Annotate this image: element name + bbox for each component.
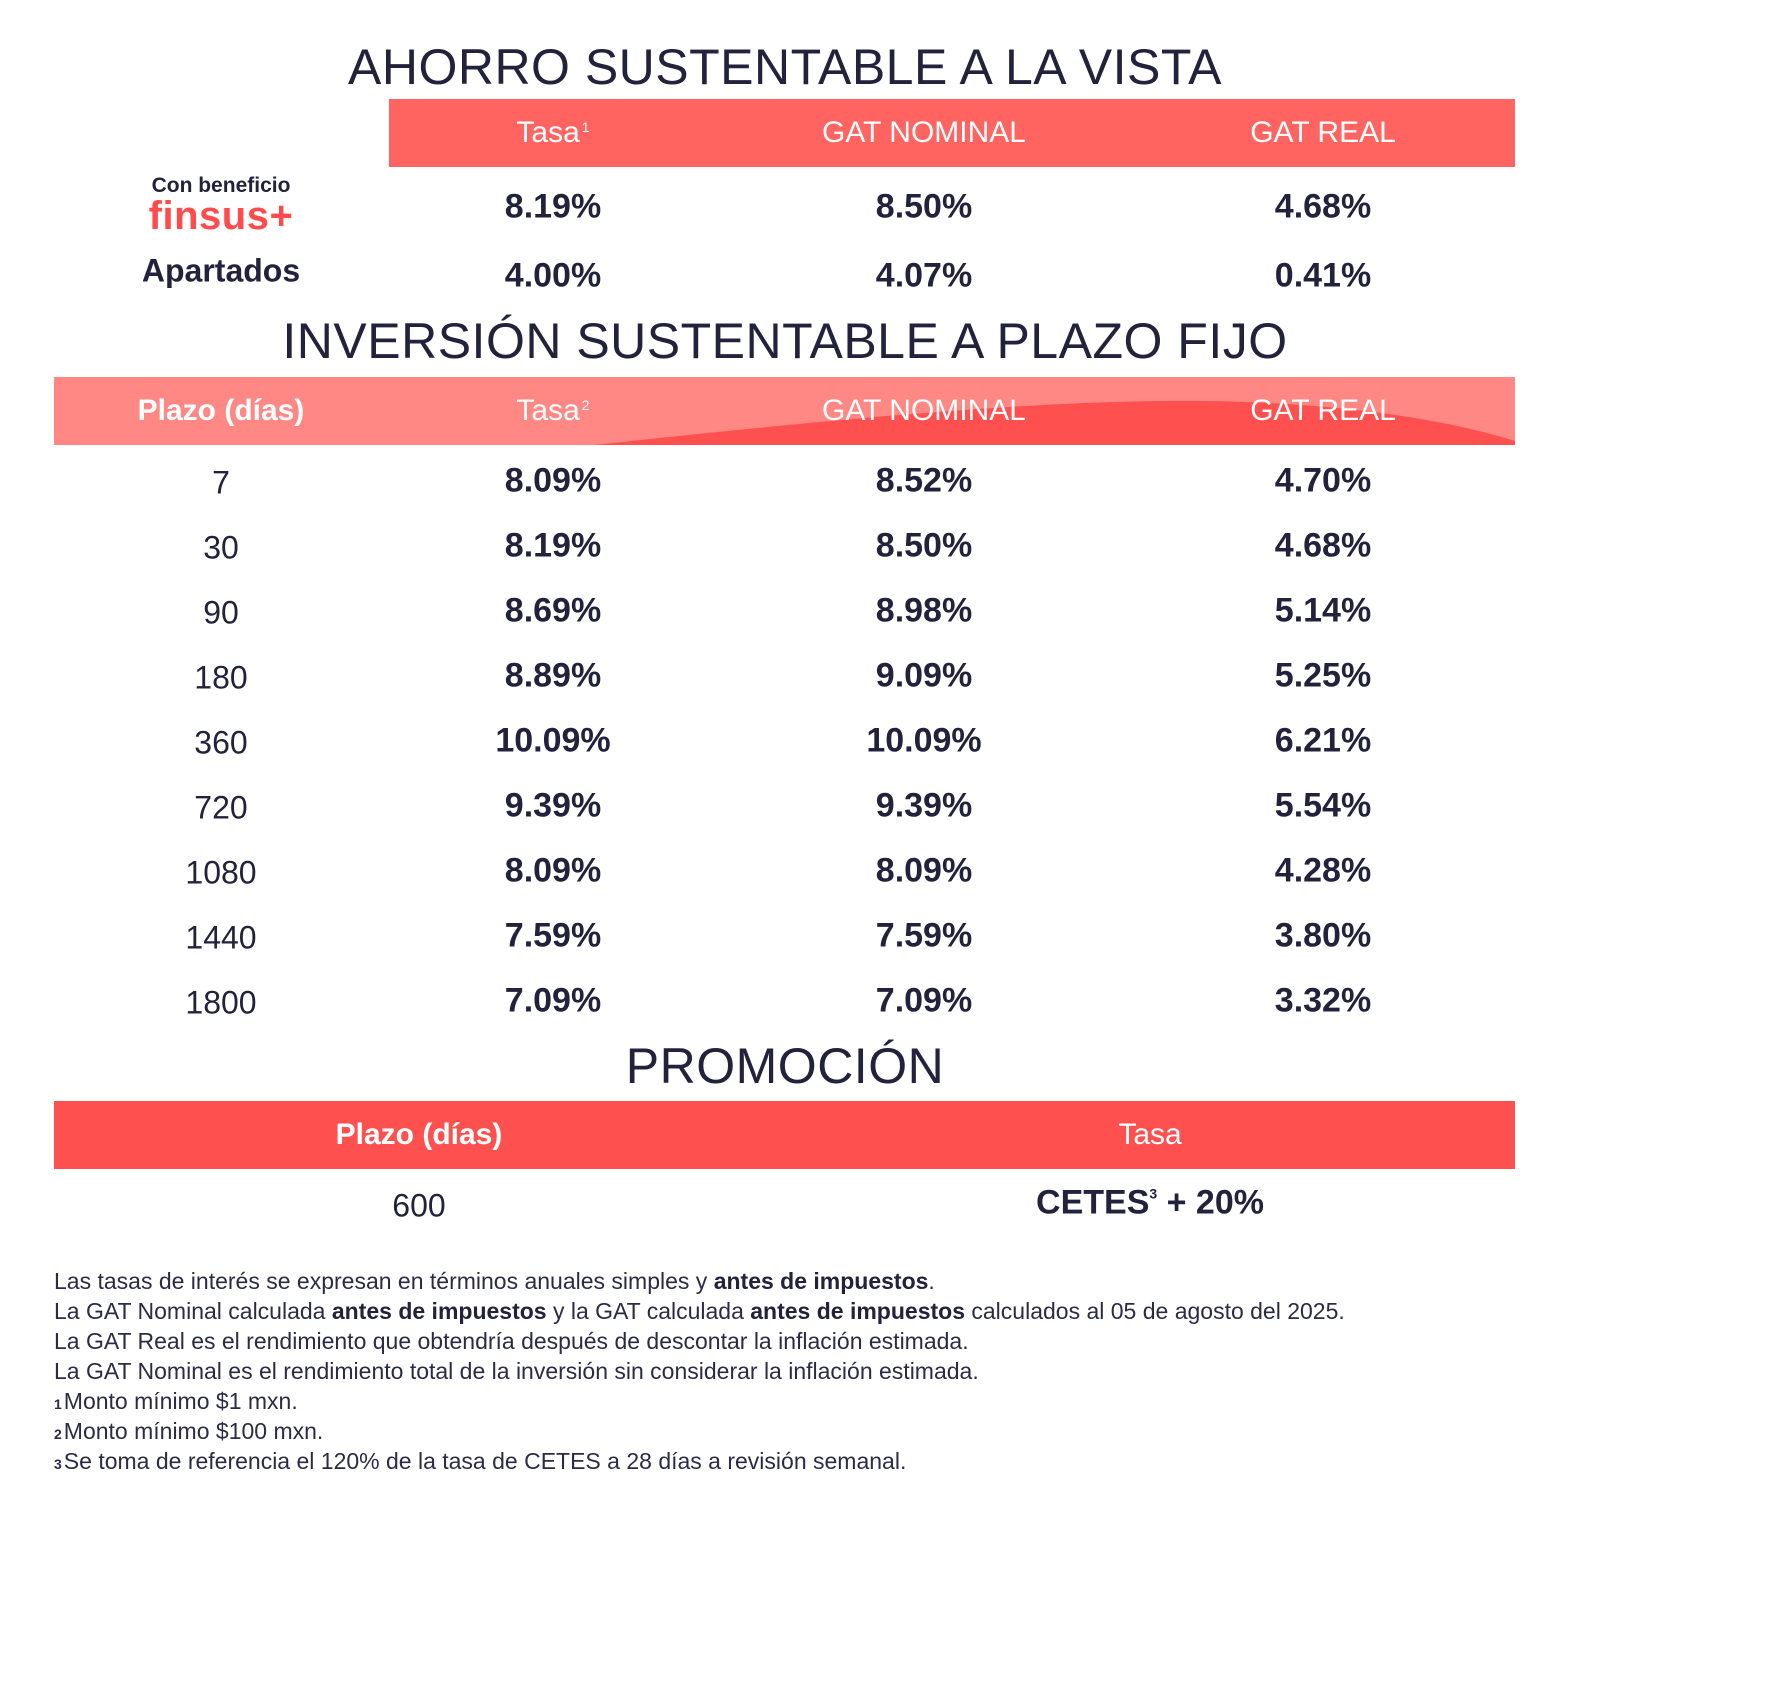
beneficio-label: Con beneficio	[151, 174, 291, 197]
promocion-tasa-prefix: CETES	[1036, 1183, 1150, 1222]
note-bold: antes de impuestos	[331, 1298, 547, 1324]
note-bold: antes de impuestos	[750, 1298, 965, 1324]
inversion-row-gat-nominal: 7.59%	[875, 916, 973, 955]
inversion-row-gat-real: 5.25%	[1274, 656, 1372, 695]
footnotes	[54, 1266, 1345, 1476]
promocion-tasa-suffix: + 20%	[1157, 1183, 1264, 1222]
note-text: y la GAT calculada	[546, 1298, 751, 1324]
note-text: La GAT Nominal calculada	[54, 1298, 332, 1324]
note-bold: antes de impuestos	[713, 1268, 929, 1294]
inversion-row-tasa: 9.39%	[504, 786, 602, 825]
section-title-inversion: INVERSIÓN SUSTENTABLE A PLAZO FIJO	[282, 313, 1288, 369]
footnote-1-number: 1	[54, 1396, 62, 1412]
inversion-row-tasa: 8.69%	[504, 591, 602, 630]
inversion-row-gat-real: 6.21%	[1274, 721, 1372, 760]
ahorro-header-tasa-label: Tasa	[516, 116, 580, 149]
inversion-row-gat-nominal: 10.09%	[866, 721, 982, 760]
inversion-row-gat-nominal: 7.09%	[875, 981, 973, 1020]
inversion-row-gat-nominal: 8.50%	[875, 526, 973, 565]
inversion-row-plazo: 1440	[185, 919, 257, 956]
inversion-header-tasa	[516, 377, 589, 445]
ahorro-header-tasa-sup: 1	[581, 119, 590, 135]
inversion-header-gat-nominal: GAT NOMINAL	[822, 394, 1026, 427]
ahorro-row-label-apartados: Apartados	[141, 252, 301, 289]
inversion-header-tasa-label: Tasa	[516, 394, 580, 427]
inversion-row-gat-real: 5.14%	[1274, 591, 1372, 630]
note-line-3: La GAT Real es el rendimiento que obtendría después de descontar la inflación estimada.	[54, 1328, 969, 1354]
inversion-row-plazo: 90	[203, 594, 239, 631]
inversion-row-gat-real: 4.28%	[1274, 851, 1372, 890]
inversion-row-plazo: 7	[212, 464, 230, 501]
note-text: Las tasas de interés se expresan en términos anuales simples y	[54, 1268, 714, 1294]
note-line-4: La GAT Nominal es el rendimiento total de la inversión sin considerar la inflación estimada.	[54, 1358, 979, 1384]
ahorro-row-gat-nominal: 8.50%	[875, 187, 973, 226]
inversion-header-plazo: Plazo (días)	[137, 394, 305, 427]
finsus-logo: finsus+	[148, 194, 294, 238]
inversion-row-plazo: 180	[194, 659, 248, 696]
footnote-3-number: 3	[54, 1456, 62, 1472]
inversion-row-gat-real: 3.32%	[1274, 981, 1372, 1020]
ahorro-row-tasa: 8.19%	[504, 187, 602, 226]
footnote-2-text: Monto mínimo $100 mxn.	[63, 1418, 324, 1444]
inversion-row-tasa: 8.19%	[504, 526, 602, 565]
inversion-row-tasa: 8.09%	[504, 851, 602, 890]
promocion-header-tasa: Tasa	[1118, 1118, 1182, 1151]
footnote-3	[54, 1446, 1345, 1476]
footnote-2	[54, 1416, 1345, 1446]
inversion-row-gat-nominal: 9.09%	[875, 656, 973, 695]
note-line-2	[54, 1296, 1345, 1326]
promocion-header-plazo: Plazo (días)	[335, 1118, 503, 1151]
ahorro-row-tasa: 4.00%	[504, 256, 602, 295]
inversion-header-tasa-sup: 2	[581, 397, 590, 413]
ahorro-header-bar	[389, 99, 1515, 167]
section-title-promocion: PROMOCIÓN	[625, 1038, 945, 1094]
inversion-row-gat-nominal: 8.52%	[875, 461, 973, 500]
promocion-header-bar	[54, 1101, 1515, 1169]
inversion-row-tasa: 7.09%	[504, 981, 602, 1020]
inversion-row-gat-nominal: 8.09%	[875, 851, 973, 890]
ahorro-row-gat-real: 0.41%	[1274, 256, 1372, 295]
footnote-2-number: 2	[54, 1426, 62, 1442]
promocion-row-plazo: 600	[392, 1187, 446, 1224]
footnote-1	[54, 1386, 1345, 1416]
inversion-row-tasa: 10.09%	[495, 721, 611, 760]
inversion-row-plazo: 720	[194, 789, 248, 826]
inversion-row-plazo: 360	[194, 724, 248, 761]
promocion-tasa-sup: 3	[1149, 1185, 1158, 1202]
inversion-row-gat-real: 4.70%	[1274, 461, 1372, 500]
inversion-header-bar	[54, 377, 1515, 445]
inversion-row-tasa: 8.89%	[504, 656, 602, 695]
footnote-1-text: Monto mínimo $1 mxn.	[63, 1388, 298, 1414]
ahorro-row-gat-real: 4.68%	[1274, 187, 1372, 226]
inversion-row-plazo: 1800	[185, 984, 257, 1021]
note-text: calculados al 05 de agosto del 2025.	[965, 1298, 1345, 1324]
inversion-row-gat-nominal: 8.98%	[875, 591, 973, 630]
inversion-header-gat-real: GAT REAL	[1250, 394, 1396, 427]
inversion-row-tasa: 7.59%	[504, 916, 602, 955]
ahorro-header-tasa	[516, 99, 589, 167]
ahorro-header-gat-nominal: GAT NOMINAL	[822, 116, 1026, 149]
inversion-row-gat-real: 3.80%	[1274, 916, 1372, 955]
inversion-row-gat-real: 4.68%	[1274, 526, 1372, 565]
note-text: .	[928, 1268, 935, 1294]
inversion-row-plazo: 30	[203, 529, 239, 566]
inversion-row-plazo: 1080	[185, 854, 257, 891]
footnote-3-text: Se toma de referencia el 120% de la tasa de CETES a 28 días a revisión semanal.	[63, 1448, 907, 1474]
promocion-row-tasa	[1036, 1184, 1264, 1223]
note-line-1	[54, 1266, 1345, 1296]
inversion-row-gat-nominal: 9.39%	[875, 786, 973, 825]
section-title-ahorro: AHORRO SUSTENTABLE A LA VISTA	[347, 39, 1223, 95]
inversion-row-gat-real: 5.54%	[1274, 786, 1372, 825]
ahorro-header-gat-real: GAT REAL	[1250, 116, 1396, 149]
ahorro-row-gat-nominal: 4.07%	[875, 256, 973, 295]
ahorro-row-label-beneficio	[148, 174, 294, 238]
inversion-row-tasa: 8.09%	[504, 461, 602, 500]
